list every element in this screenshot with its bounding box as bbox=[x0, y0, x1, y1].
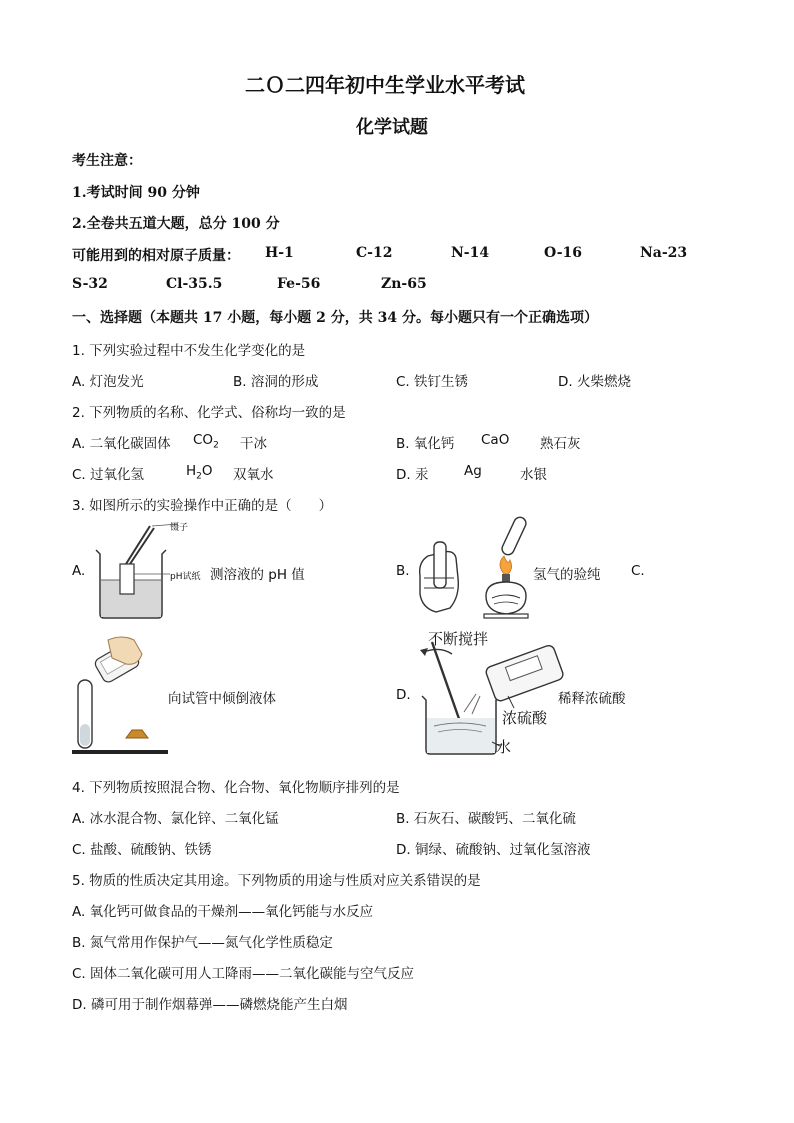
question-stem: 4. 下列物质按照混合物、化合物、氧化物顺序排列的是 bbox=[72, 780, 400, 796]
option-letter: D. bbox=[396, 687, 411, 703]
atomic-mass-value: O-16 bbox=[544, 245, 583, 261]
option: D. 磷可用于制作烟幕弹——磷燃烧能产生白烟 bbox=[72, 997, 348, 1013]
atomic-mass-value: C-12 bbox=[356, 245, 393, 261]
option-caption: 稀释浓硫酸 bbox=[558, 691, 626, 707]
atomic-mass-value: N-14 bbox=[451, 245, 490, 261]
option: C. 铁钉生锈 bbox=[396, 374, 469, 390]
atomic-mass-value: Cl-35.5 bbox=[166, 276, 223, 292]
option-letter: C. bbox=[631, 563, 645, 579]
option: B. 氮气常用作保护气——氮气化学性质稳定 bbox=[72, 935, 333, 951]
option-caption: 氢气的验纯 bbox=[533, 567, 601, 583]
atomic-mass-label: 可能用到的相对原子质量： bbox=[72, 248, 240, 264]
option: C. 过氧化氢 bbox=[72, 467, 145, 483]
page-title: 二Ｏ二四年初中生学业水平考试 bbox=[245, 73, 525, 97]
chemical-formula: Ag bbox=[464, 463, 482, 479]
pouring-liquid-figure bbox=[72, 634, 168, 758]
hydrogen-test-figure bbox=[414, 516, 534, 624]
figure-label: pH试纸 bbox=[170, 572, 201, 582]
common-name: 熟石灰 bbox=[540, 436, 581, 452]
option-letter: A. bbox=[72, 563, 86, 579]
section-heading: 一、选择题（本题共 17 小题，每小题 2 分，共 34 分。每小题只有一个正确选项） bbox=[72, 310, 598, 326]
question-stem: 5. 物质的性质决定其用途。下列物质的用途与性质对应关系错误的是 bbox=[72, 873, 481, 889]
chemical-formula: CaO bbox=[481, 432, 510, 448]
figure-label: 浓硫酸 bbox=[502, 709, 548, 727]
option: D. 铜绿、硫酸钠、过氧化氢溶液 bbox=[396, 842, 591, 858]
question-stem: 1. 下列实验过程中不发生化学变化的是 bbox=[72, 343, 306, 359]
notice-item: 1.考试时间 90 分钟 bbox=[72, 185, 200, 201]
figure-label: 水 bbox=[496, 738, 512, 756]
option-caption: 测溶液的 pH 值 bbox=[210, 567, 305, 583]
atomic-mass-value: Na-23 bbox=[640, 245, 688, 261]
chemical-formula: $CO_2$ bbox=[193, 432, 219, 451]
option: C. 盐酸、硫酸钠、铁锈 bbox=[72, 842, 212, 858]
notice-item: 2.全卷共五道大题，总分 100 分 bbox=[72, 216, 280, 232]
option: A. 氧化钙可做食品的干燥剂——氧化钙能与水反应 bbox=[72, 904, 374, 920]
atomic-mass-value: Zn-65 bbox=[381, 276, 427, 292]
atomic-mass-value: Fe-56 bbox=[277, 276, 321, 292]
dilute-acid-figure bbox=[412, 632, 562, 760]
option-letter: B. bbox=[396, 563, 410, 579]
option: A. 冰水混合物、氯化锌、二氧化锰 bbox=[72, 811, 279, 827]
page-subtitle: 化学试题 bbox=[356, 117, 428, 138]
atomic-mass-value: H-1 bbox=[265, 245, 294, 261]
chemical-formula: $H_2O$ bbox=[186, 463, 213, 482]
option: A. 二氧化碳固体 bbox=[72, 436, 171, 452]
option: D. 汞 bbox=[396, 467, 429, 483]
figure-label: 镊子 bbox=[170, 523, 189, 533]
option: B. 石灰石、碳酸钙、二氧化硫 bbox=[396, 811, 576, 827]
option: B. 溶洞的形成 bbox=[233, 374, 319, 390]
common-name: 干冰 bbox=[240, 436, 267, 452]
option: A. 灯泡发光 bbox=[72, 374, 144, 390]
figure-label: 不断搅拌 bbox=[428, 630, 489, 648]
question-stem: 3. 如图所示的实验操作中正确的是（ ） bbox=[72, 498, 333, 514]
atomic-mass-value: S-32 bbox=[72, 276, 108, 292]
option: C. 固体二氧化碳可用人工降雨——二氧化碳能与空气反应 bbox=[72, 966, 415, 982]
common-name: 双氧水 bbox=[233, 467, 274, 483]
notice-heading: 考生注意： bbox=[72, 153, 142, 169]
question-stem: 2. 下列物质的名称、化学式、俗称均一致的是 bbox=[72, 405, 346, 421]
option: D. 火柴燃烧 bbox=[558, 374, 631, 390]
option: B. 氧化钙 bbox=[396, 436, 455, 452]
option-caption: 向试管中倾倒液体 bbox=[168, 691, 276, 707]
common-name: 水银 bbox=[520, 467, 547, 483]
